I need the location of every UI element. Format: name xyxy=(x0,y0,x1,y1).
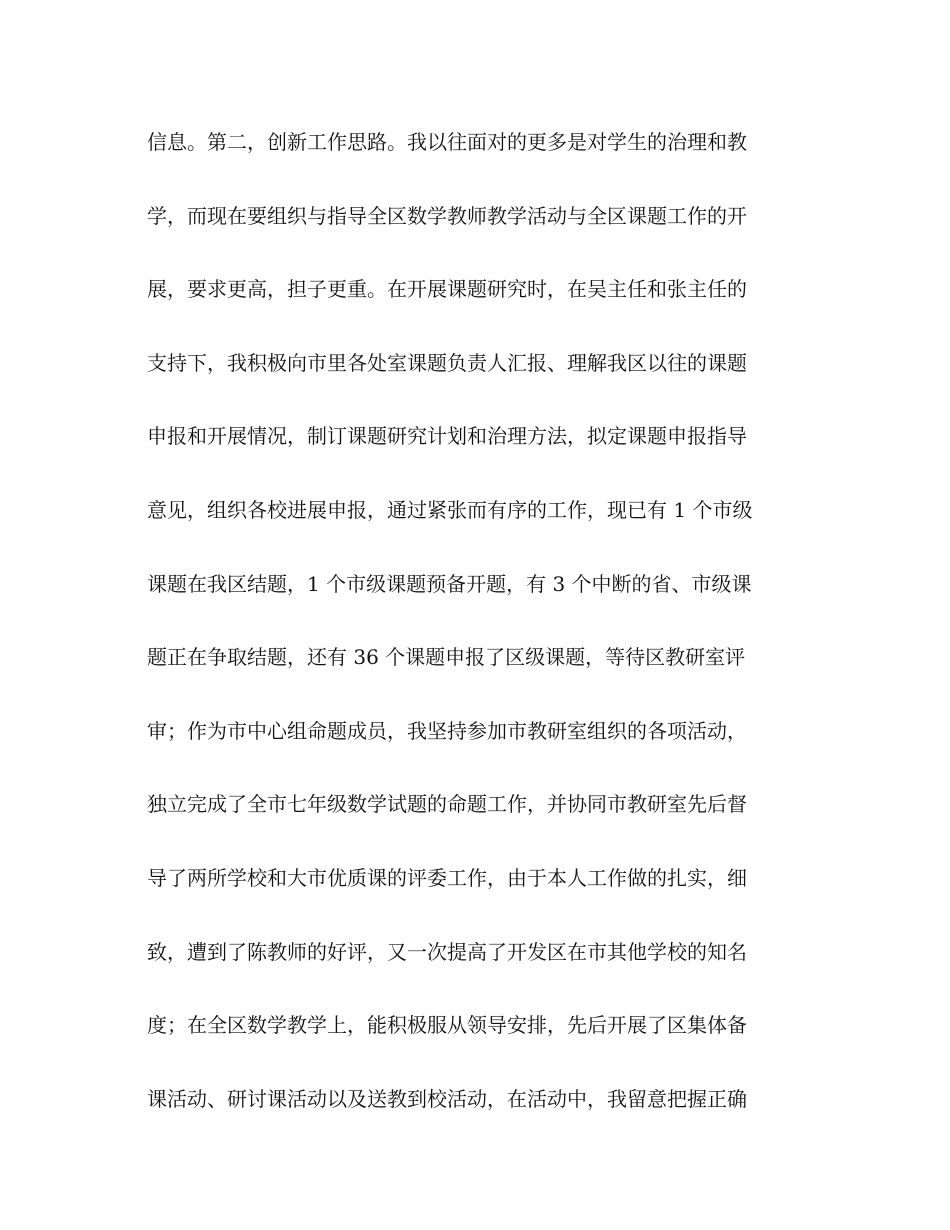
text-line: 展，要求更高，担子更重。在开展课题研究时，在吴主任和张主任的 xyxy=(147,277,747,302)
text-line: 申报和开展情况，制订课题研究计划和治理方法，拟定课题申报指导 xyxy=(147,424,747,449)
text-line: 课活动、研讨课活动以及送教到校活动，在活动中，我留意把握正确 xyxy=(147,1086,747,1111)
text-line: 致，遭到了陈教师的好评，又一次提高了开发区在市其他学校的知名 xyxy=(147,939,747,964)
text-line: 信息。第二，创新工作思路。我以往面对的更多是对学生的治理和教 xyxy=(147,130,747,154)
text-line: 课题在我区结题，1 个市级课题预备开题，有 3 个中断的省、市级课 xyxy=(147,571,752,596)
text-line: 意见，组织各校进展申报，通过紧张而有序的工作，现已有 1 个市级 xyxy=(147,497,753,522)
body-paragraph xyxy=(147,122,807,1152)
text-line: 度；在全区数学教学上，能积极服从领导安排，先后开展了区集体备 xyxy=(147,1013,747,1038)
text-line: 审；作为市中心组命题成员，我坚持参加市教研室组织的各项活动， xyxy=(147,718,747,743)
text-line: 题正在争取结题，还有 36 个课题申报了区级课题，等待区教研室评 xyxy=(147,645,746,670)
text-line: 独立完成了全市七年级数学试题的命题工作，并协同市教研室先后督 xyxy=(147,792,747,817)
text-line: 支持下，我积极向市里各处室课题负责人汇报、理解我区以往的课题 xyxy=(147,350,747,375)
text-line: 学，而现在要组织与指导全区数学教师教学活动与全区课题工作的开 xyxy=(147,203,747,228)
text-line: 导了两所学校和大市优质课的评委工作，由于本人工作做的扎实，细 xyxy=(147,865,747,890)
